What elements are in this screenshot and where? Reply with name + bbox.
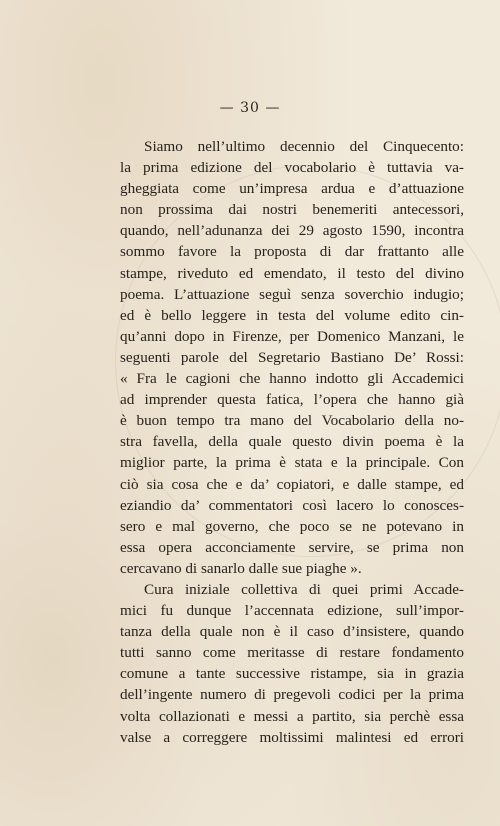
text-line: Siamo nell’ultimo decennio del Cinquecento: [144, 138, 464, 155]
text-line: valse a correggere moltissimi malintesi ed errori [120, 728, 464, 746]
text-line: è buon tempo tra mano del Vocabolario della no- [120, 412, 464, 430]
text-line: ad imprender questa fatica, l’opera che hanno già [120, 391, 464, 409]
text-line: quando, nell’adunanza dei 29 agosto 1590, incontra [120, 222, 464, 240]
text-line: ciò sia cosa che e da’ copiatori, e dalle stampe, ed [120, 475, 464, 493]
text-line: Cura iniziale collettiva di quei primi Accade- [144, 580, 464, 598]
text-line: tutti sanno come meritasse di restare fondamento [120, 644, 464, 662]
text-line: non prossima dai nostri benemeriti antecessori, [120, 201, 464, 219]
text-line: seguenti parole del Segretario Bastiano De’ Rossi: [120, 348, 464, 366]
text-line: qu’anni dopo in Firenze, per Domenico Manzani, le [120, 327, 464, 345]
text-line: volta collazionati e messi a partito, sia perchè essa [120, 707, 464, 725]
text-line: eziandio da’ commentatori così lacero lo conosces- [120, 496, 464, 514]
text-line: la prima edizione del vocabolario è tuttavia va- [120, 159, 464, 177]
text-line: poema. L’attuazione seguì senza soverchio indugio; [120, 285, 464, 303]
body-text [120, 136, 464, 748]
text-line: essa opera acconciamente servire, se prima non [120, 538, 464, 556]
text-line: « Fra le cagioni che hanno indotto gli Accademici [120, 370, 464, 388]
text-line: sero e mal governo, che poco se ne potevano in [120, 517, 464, 535]
text-line: comune a tante successive ristampe, sia in grazia [120, 665, 464, 683]
text-line: sommo favore la proposta di dar frattanto alle [120, 243, 464, 261]
text-line: tanza della quale non è il caso d’insistere, quando [120, 623, 464, 641]
text-line: dell’ingente numero di pregevoli codici per la prima [120, 686, 464, 704]
text-line: gheggiata come un’impresa ardua e d’attuazione [120, 180, 464, 198]
text-line: miglior parte, la prima è stata e la principale. Con [120, 454, 464, 472]
text-line: mici fu dunque l’accennata edizione, sull’impor- [120, 602, 464, 620]
page-number: — 30 — [219, 100, 281, 116]
text-line: stra favella, della quale questo divin poema è la [120, 433, 464, 451]
text-line: cercavano di sanarlo dalle sue piaghe ». [120, 559, 362, 577]
text-line: stampe, riveduto ed emendato, il testo del divino [120, 264, 464, 282]
text-line: ed è bello leggere in testa del volume edito cin- [120, 306, 464, 324]
